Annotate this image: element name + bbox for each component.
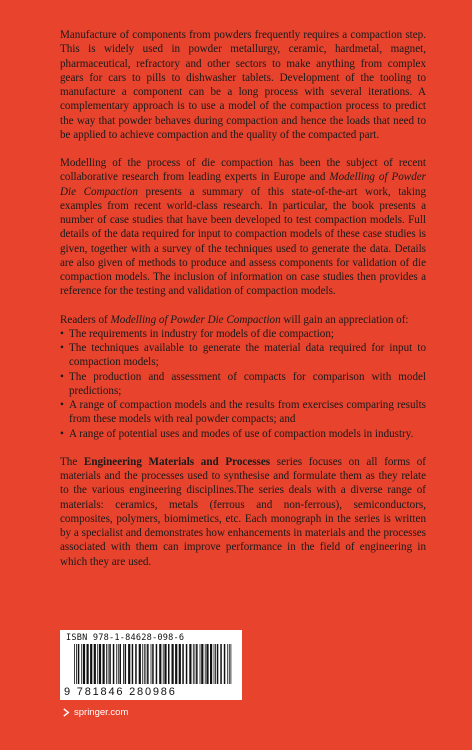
barcode-bar [132, 644, 134, 684]
barcode-bar [179, 644, 181, 684]
barcode-bar [87, 644, 89, 684]
paragraph-readers [60, 313, 426, 327]
paragraph-series-a: The [60, 455, 84, 468]
barcode-bar [106, 644, 107, 684]
barcode-bar [168, 644, 170, 684]
barcode-bar [147, 644, 149, 684]
barcode-bars [74, 644, 234, 684]
barcode-bar [172, 644, 174, 684]
barcode-bar [152, 644, 154, 684]
barcode-bar [123, 644, 124, 684]
barcode-bar [116, 644, 117, 684]
paragraph-readers-b: will gain an appreciation of: [280, 313, 409, 326]
barcode-bar [109, 644, 111, 684]
barcode-bar [195, 644, 196, 684]
barcode-bar [201, 644, 203, 684]
barcode-bar [156, 644, 158, 684]
publisher-logo [62, 707, 128, 718]
barcode-digits: 9 781846 280986 [64, 686, 177, 698]
barcode-bar [186, 644, 188, 684]
isbn-barcode [60, 630, 242, 700]
barcode-bar [206, 644, 208, 684]
barcode-bar [159, 644, 161, 684]
list-item: • A range of compaction models and the results from exercises comparing results from these models with real powder compacts; and [60, 398, 426, 427]
barcode-bar [99, 644, 101, 684]
barcode-bar [94, 644, 96, 684]
paragraph-series-b: series focuses on all forms of materials and the processes used to synthesise and formulate them as they relate to the various engineering disciplines.The series deals with a diverse range of materials: ceramics, metals (ferrous and non-ferrous), semiconductors, composites, polymers, biomimetics, etc. Each monograph in the series is written by a specialist and demonstrates how enhancements in materials and the processes associated with them can improve performance in the field of engineering in which they are used. [60, 455, 426, 568]
barcode-bar [90, 644, 92, 684]
barcode-bar [78, 644, 80, 684]
barcode-bar [163, 644, 164, 684]
barcode-bar [205, 644, 206, 684]
paragraph-research-a: Modelling of the process of die compaction has been the subject of recent collaborative research from leading experts in Europe and [60, 157, 426, 184]
barcode-bar [144, 644, 145, 684]
barcode-bar [135, 644, 137, 684]
paragraph-research-b: presents a summary of this state-of-the-art work, taking examples from recent world-class research. In particular, the book presents a number of case studies that have been developed to test compaction models. Full details of the data required for input to compaction models of these case studies is given, together with a survey of the techniques used to generate the data. Details are also given of methods to produce and assess components for validation of die compaction models. The inclusion of information on case studies then provides a reference for the testing and validation of compaction models. [60, 185, 426, 298]
barcode-bar [229, 644, 230, 684]
barcode-bar [196, 644, 198, 684]
barcode-bar [210, 644, 212, 684]
list-item: • The techniques available to generate the material data required for input to compaction models; [60, 341, 426, 370]
barcode-bar [231, 644, 232, 684]
barcode-bar [74, 644, 75, 684]
barcode-bar [81, 644, 82, 684]
barcode-bar [214, 644, 215, 684]
springer-chevron-icon [62, 708, 71, 717]
barcode-bar [118, 644, 119, 684]
barcode-bar [128, 644, 130, 684]
barcode-bar [217, 644, 219, 684]
barcode-bar [182, 644, 184, 684]
barcode-bar [108, 644, 109, 684]
barcode-bar [146, 644, 147, 684]
paragraph-series [60, 455, 426, 569]
barcode-bar [215, 644, 216, 684]
barcode-bar [227, 644, 228, 684]
barcode-bar [200, 644, 201, 684]
barcode-bar [103, 644, 105, 684]
barcode-bar [76, 644, 77, 684]
list-item: • A range of potential uses and modes of use of compaction models in industry. [60, 427, 426, 441]
barcode-bar [224, 644, 226, 684]
barcode-bar [189, 644, 191, 684]
barcode-bar [120, 644, 122, 684]
barcode-bar [139, 644, 141, 684]
bullet-list [60, 327, 426, 441]
barcode-bar [151, 644, 152, 684]
book-title-2: Modelling of Powder Die Compaction [110, 313, 281, 326]
paragraph-readers-a: Readers of [60, 313, 111, 326]
back-cover-text [60, 28, 426, 569]
barcode-bar [142, 644, 143, 684]
barcode-bar [83, 644, 85, 684]
barcode-bar [175, 644, 177, 684]
barcode-bar [113, 644, 115, 684]
barcode-bar [193, 644, 194, 684]
isbn-label: ISBN 978-1-84628-098-6 [66, 633, 185, 643]
barcode-bar [220, 644, 222, 684]
paragraph-research [60, 156, 426, 299]
list-item: • The production and assessment of compacts for comparison with model predictions; [60, 370, 426, 399]
book-title-1: Modelling of Powder Die Compaction [60, 171, 426, 198]
publisher-url: springer.com [74, 707, 129, 718]
paragraph-intro: Manufacture of components from powders frequently requires a compaction step. This is widely used in powder metallurgy, ceramic, hardmetal, magnet, pharmaceutical, refractory and other sectors to make anything from complex gears for cars to pills to dishwasher tablets. Development of the tooling to manufacture a component can be a long process with several iterations. A complementary approach is to use a model of the compaction process to predict the way that powder behaves during compaction and hence the loads that need to be applied to achieve compaction and the quality of the compacted part. [60, 29, 426, 141]
list-item: • The requirements in industry for models of die compaction; [60, 327, 426, 341]
barcode-bar [97, 644, 98, 684]
barcode-bar [164, 644, 166, 684]
barcode-bar [125, 644, 127, 684]
series-name: Engineering Materials and Processes [83, 455, 271, 468]
